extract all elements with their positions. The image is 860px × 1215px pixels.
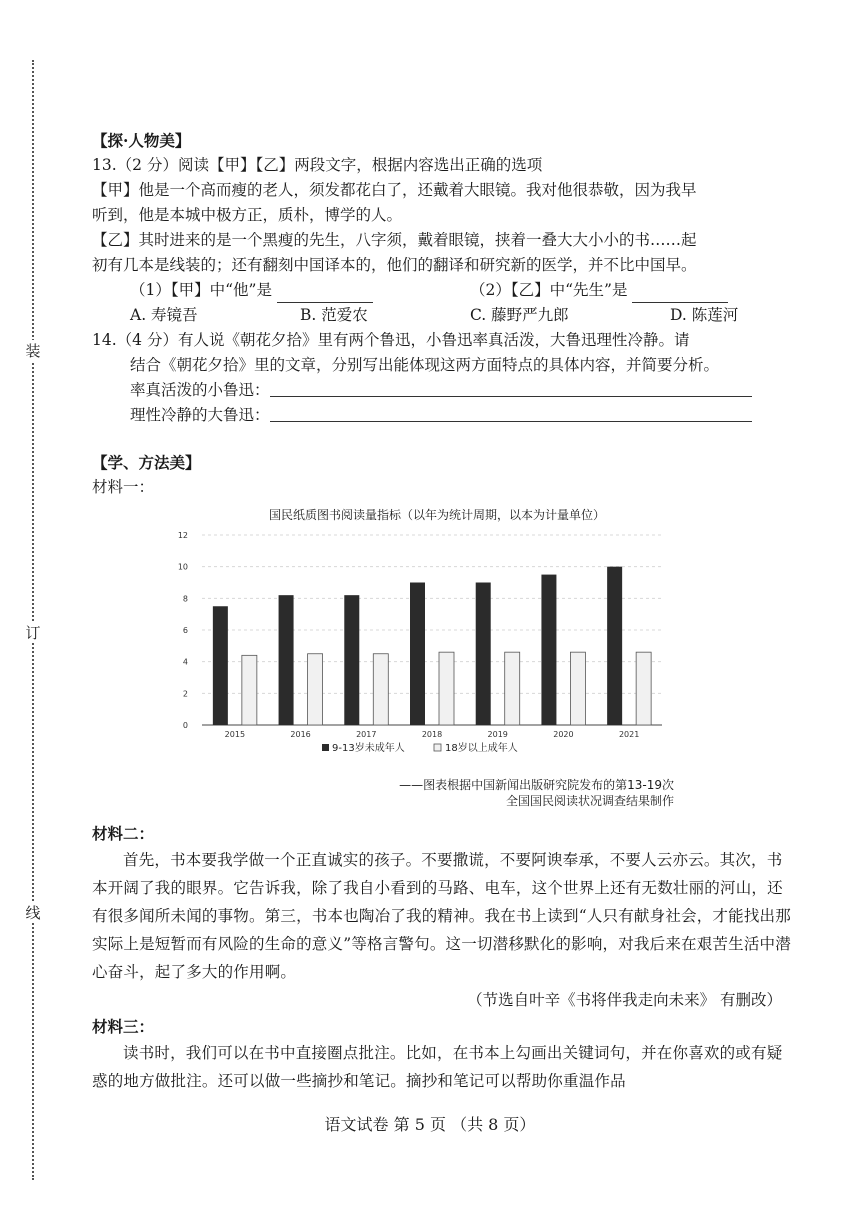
chart-xtick-label: 2017: [356, 730, 377, 739]
chart-note-line2: 全国国民阅读状况调查结果制作: [505, 794, 674, 808]
q13-sub2-label: （2）【乙】中“先生”是: [470, 281, 628, 299]
q13-sub1-label: （1）【甲】中“他”是: [130, 281, 272, 299]
chart-xtick-label: 2021: [618, 730, 640, 739]
chart-xtick-label: 2015: [224, 730, 246, 739]
q14-answer-line-young[interactable]: [270, 378, 752, 397]
q14-label-young: 率真活泼的小鲁迅：: [130, 381, 270, 399]
material-3-head: 材料三：: [92, 1017, 155, 1036]
chart-ytick-label: 6: [182, 626, 188, 635]
chart-ytick-label: 10: [177, 562, 188, 572]
q13-yi-line2: 初有几本是线装的；还有翻刻中国译本的，他们的翻译和研究新的医学，并不比中国早。: [92, 256, 697, 274]
chart-bar-minor-2018: [410, 583, 425, 726]
binding-char-ding: 订: [25, 624, 41, 642]
q14-stem-line1: 14.（4 分）有人说《朝花夕拾》里有两个鲁迅，小鲁迅率真活泼，大鲁迅理性冷静。请: [92, 331, 690, 349]
section-head-explore: 【探·人物美】: [92, 131, 191, 150]
binding-char-xian: 线: [25, 904, 41, 922]
chart-bar-adult-2018: [439, 652, 454, 725]
q13-sub1-blank[interactable]: [277, 286, 373, 303]
chart-bar-adult-2015: [242, 655, 257, 725]
q14-answer-line-adult[interactable]: [270, 403, 752, 422]
chart-ytick-label: 4: [182, 657, 188, 667]
material-1-head: 材料一：: [92, 478, 155, 496]
q13-stem: 13.（2 分）阅读【甲】【乙】两段文字，根据内容选出正确的选项: [92, 156, 543, 174]
chart-legend-label-minor: 9-13岁未成年人: [332, 743, 405, 754]
chart-bar-minor-2019: [476, 583, 491, 726]
binding-char-zhuang: 装: [25, 342, 41, 360]
q13-jia-line2: 听到，他是本城中极方正，质朴，博学的人。: [92, 206, 403, 224]
chart-title: 国民纸质图书阅读量指标（以年为统计周期，以本为计量单位）: [268, 508, 605, 522]
q13-option-c: C. 藤野严九郎: [470, 306, 569, 324]
chart-bar-minor-2017: [344, 595, 359, 725]
chart-legend-label-adult: 18岁以上成年人: [445, 743, 518, 754]
q13-sub-questions: [92, 278, 792, 303]
material-2-source: （节选自叶辛《书将伴我走向未来》 有删改）: [467, 991, 782, 1009]
q14-answer-row-2: [92, 403, 792, 428]
q14-answer-row-1: [92, 378, 792, 403]
chart-xtick-label: 2018: [421, 730, 443, 739]
chart-bar-minor-2015: [213, 606, 228, 725]
q13-option-d: D. 陈莲河: [670, 306, 739, 324]
chart-bar-adult-2016: [308, 654, 323, 725]
chart-xtick-label: 2020: [553, 730, 574, 739]
chart-legend-swatch-adult: [434, 744, 441, 751]
chart-xtick-label: 2019: [487, 730, 508, 739]
chart-bar-minor-2016: [279, 595, 294, 725]
chart-bar-minor-2020: [541, 575, 556, 725]
reading-chart: [172, 506, 672, 809]
exam-page: [92, 128, 792, 1095]
binding-line: [32, 60, 34, 1180]
chart-bar-adult-2019: [505, 652, 520, 725]
page-footer: 语文试卷 第 5 页 （共 8 页）: [324, 1115, 536, 1134]
q13-options: [92, 303, 792, 328]
chart-ytick-label: 2: [182, 689, 188, 699]
material-3-paragraph: 读书时，我们可以在书中直接圈点批注。比如，在书本上勾画出关键词句，并在你喜欢的或有疑惑的地方做批注。还可以做一些摘抄和笔记。摘抄和笔记可以帮助你重温作品: [92, 1044, 783, 1090]
q13-yi-line1: 【乙】其时进来的是一个黑瘦的先生，八字须，戴着眼镜，挟着一叠大大小小的书……起: [92, 231, 697, 249]
q13-jia-line1: 【甲】他是一个高而瘦的老人，须发都花白了，还戴着大眼镜。我对他很恭敬，因为我早: [92, 181, 697, 199]
chart-ytick-label: 12: [177, 531, 188, 540]
material-2-head: 材料二：: [92, 824, 155, 843]
q14-stem-line2: 结合《朝花夕拾》里的文章，分别写出能体现这两方面特点的具体内容，并简要分析。: [130, 356, 720, 374]
q13-option-a: A. 寿镜吾: [130, 306, 198, 324]
chart-ytick-label: 0: [182, 721, 188, 730]
chart-legend-swatch-minor: [322, 744, 329, 751]
material-2-paragraph: 首先，书本要我学做一个正直诚实的孩子。不要撒谎，不要阿谀奉承，不要人云亦云。其次，书本开阔了我的眼界。它告诉我，除了我自小看到的马路、电车，这个世界上还有无数壮丽的河山，还有很多闻所未闻的事物。第三，书本也陶冶了我的精神。我在书上读到“人只有献身社会，才能找出那实际上是短暂而有风险的生命的意义”等格言警句。这一切潜移默化的影响，对我后来在艰苦生活中潜心奋斗，起了多大的作用啊。: [92, 851, 791, 981]
chart-xtick-label: 2016: [290, 730, 311, 739]
chart-note-line1: ——图表根据中国新闻出版研究院发布的第13-19次: [399, 778, 674, 792]
chart-bar-adult-2017: [373, 654, 388, 725]
chart-ytick-label: 8: [182, 594, 188, 604]
q14-label-adult: 理性冷静的大鲁迅：: [130, 406, 270, 424]
section-head-learn: 【学、方法美】: [92, 453, 201, 472]
chart-bar-adult-2020: [570, 652, 585, 725]
q13-sub2-blank[interactable]: [632, 286, 728, 303]
chart-plot: [172, 525, 672, 773]
chart-bar-adult-2021: [636, 652, 651, 725]
chart-bar-minor-2021: [607, 567, 622, 725]
q13-option-b: B. 范爱农: [300, 306, 368, 324]
